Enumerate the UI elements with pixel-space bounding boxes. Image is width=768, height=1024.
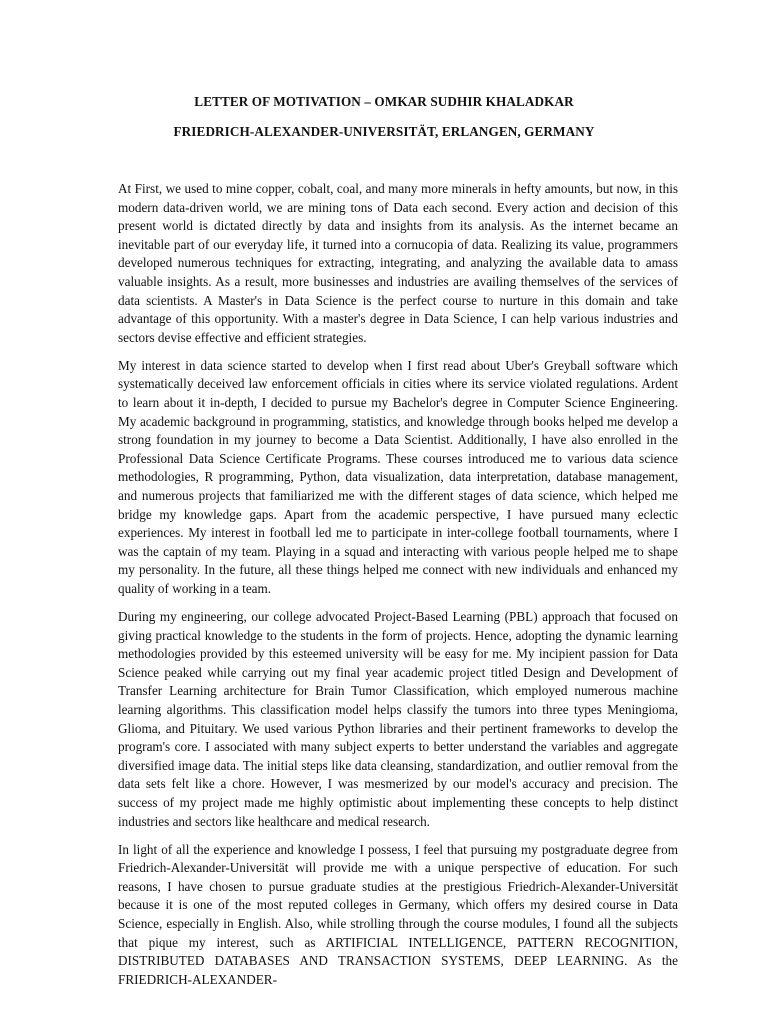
paragraph-university: In light of all the experience and knowledge I possess, I feel that pursuing my postgraduate degree from Friedrich-Alexander-Universität will provide me with a unique perspective of education. For such reasons, I have chosen to pursue graduate studies at the prestigious Friedrich-Alexander-Universität because it is one of the most reputed colleges in Germany, which offers my desired course in Data Science, especially in English. Also, while strolling through the course modules, I found all the subjects that pique my interest, such as ARTIFICIAL INTELLIGENCE, PATTERN RECOGNITION, DISTRIBUTED DATABASES AND TRANSACTION SYSTEMS, DEEP LEARNING. As the FRIEDRICH-ALEXANDER- xyxy=(118,841,678,987)
paragraph-intro: At First, we used to mine copper, cobalt, coal, and many more minerals in hefty amounts, but now, in this modern data-driven world, we are mining tons of Data each second. Every action and decision of this present world is dictated directly by data and insights from its analysis. As the internet became an inevitable part of our everyday life, it turned into a cornucopia of data. Realizing its value, programmers developed numerous techniques for extracting, integrating, and analyzing the available data to amass valuable insights. As a result, more businesses and industries are availing themselves of the services of data scientists. A Master's in Data Science is the perfect course to nurture in this domain and take advantage of this opportunity. With a master's degree in Data Science, I can help various industries and sectors devise effective and efficient strategies. xyxy=(118,181,678,345)
paragraph-interest: My interest in data science started to develop when I first read about Uber's Greyball software which systematically deceived law enforcement officials in cities where its service violated regulations. Ardent to learn about it in-depth, I decided to pursue my Bachelor's degree in Computer Science Engineering. My academic background in programming, statistics, and knowledge through books helped me develop a strong foundation in my journey to become a Data Scientist. Additionally, I have also enrolled in the Professional Data Science Certificate Programs. These courses introduced me to various data science methodologies, R programming, Python, data visualization, data interpretation, database management, and numerous projects that familiarized me with the different stages of data science, which helped me bridge my knowledge gaps. Apart from the academic perspective, I have pursued many eclectic experiences. My interest in football led me to participate in inter-college football tournaments, where I was the captain of my team. Playing in a squad and interacting with various people helped me to shape my personality. In the future, all these things helped me connect with new individuals and enhanced my quality of working in a team. xyxy=(118,357,678,596)
letter-title: LETTER OF MOTIVATION – OMKAR SUDHIR KHALADKAR xyxy=(194,94,574,109)
letter-body xyxy=(118,180,678,999)
university-subtitle: FRIEDRICH-ALEXANDER-UNIVERSITÄT, ERLANGEN, GERMANY xyxy=(173,124,595,139)
paragraph-project: During my engineering, our college advocated Project-Based Learning (PBL) approach that focused on giving practical knowledge to the students in the form of projects. Hence, adopting the dynamic learning methodologies provided by this esteemed university will be easy for me. My incipient passion for Data Science peaked while carrying out my final year academic project titled Design and Development of Transfer Learning architecture for Brain Tumor Classification, which employed numerous machine learning algorithms. This classification model helps classify the tumors into three types Meningioma, Glioma, and Pituitary. We used various Python libraries and their pertinent frameworks to develop the program's core. I associated with many subject experts to better understand the variables and aggregate diversified image data. The initial steps like data cleansing, standardization, and outlier removal from the data sets felt like a chore. However, I was mesmerized by our model's accuracy and precision. The success of my project made me highly optimistic about implementing these concepts to help distinct industries and sectors like healthcare and medical research. xyxy=(118,609,678,829)
